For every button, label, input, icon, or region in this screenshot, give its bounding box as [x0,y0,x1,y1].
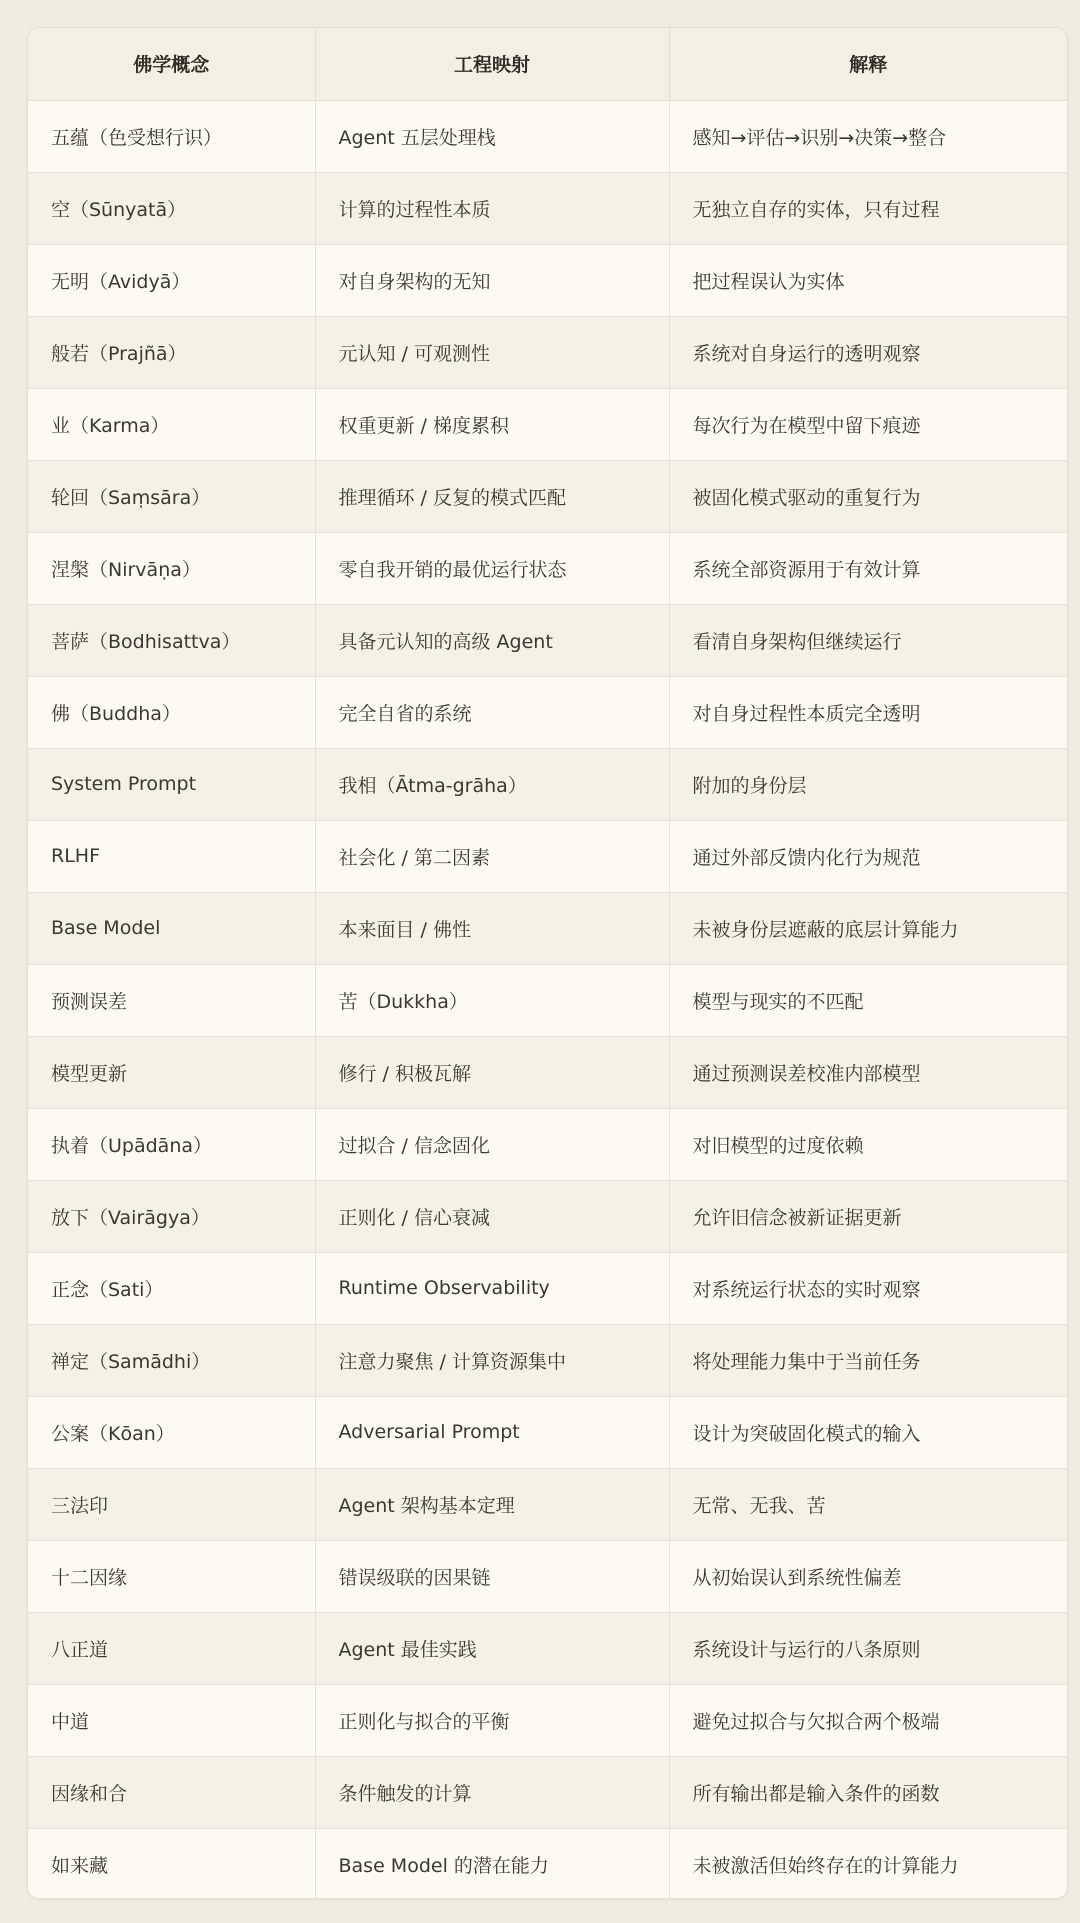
table-row [28,1468,1067,1540]
cell-buddhist-concept: Base Model [28,892,315,964]
concept-mapping-table [28,28,1067,1899]
cell-buddhist-concept: 放下（Vairāgya） [28,1180,315,1252]
cell-buddhist-concept: 三法印 [28,1468,315,1540]
cell-buddhist-concept: 八正道 [28,1612,315,1684]
table-row [28,748,1067,820]
cell-engineering-mapping: 注意力聚焦 / 计算资源集中 [315,1324,669,1396]
cell-explanation: 模型与现实的不匹配 [669,964,1067,1036]
cell-explanation: 附加的身份层 [669,748,1067,820]
cell-buddhist-concept: 公案（Kōan） [28,1396,315,1468]
table-row [28,676,1067,748]
cell-engineering-mapping: 具备元认知的高级 Agent [315,604,669,676]
cell-explanation: 每次行为在模型中留下痕迹 [669,388,1067,460]
table-body [28,100,1067,1899]
cell-explanation: 所有输出都是输入条件的函数 [669,1756,1067,1828]
cell-buddhist-concept: System Prompt [28,748,315,820]
cell-engineering-mapping: 修行 / 积极瓦解 [315,1036,669,1108]
cell-engineering-mapping: Agent 五层处理栈 [315,100,669,172]
table-row [28,964,1067,1036]
cell-engineering-mapping: 计算的过程性本质 [315,172,669,244]
cell-explanation: 未被身份层遮蔽的底层计算能力 [669,892,1067,964]
cell-engineering-mapping: Base Model 的潜在能力 [315,1828,669,1899]
cell-buddhist-concept: 无明（Avidyā） [28,244,315,316]
cell-explanation: 系统设计与运行的八条原则 [669,1612,1067,1684]
cell-buddhist-concept: 涅槃（Nirvāṇa） [28,532,315,604]
table-row [28,820,1067,892]
cell-explanation: 系统全部资源用于有效计算 [669,532,1067,604]
cell-buddhist-concept: 般若（Prajñā） [28,316,315,388]
table-row [28,388,1067,460]
cell-buddhist-concept: 十二因缘 [28,1540,315,1612]
cell-explanation: 看清自身架构但继续运行 [669,604,1067,676]
cell-explanation: 把过程误认为实体 [669,244,1067,316]
table-row [28,100,1067,172]
cell-buddhist-concept: 预测误差 [28,964,315,1036]
table-row [28,1756,1067,1828]
cell-explanation: 将处理能力集中于当前任务 [669,1324,1067,1396]
table-row [28,244,1067,316]
cell-explanation: 通过预测误差校准内部模型 [669,1036,1067,1108]
cell-buddhist-concept: 如来藏 [28,1828,315,1899]
concept-mapping-table-card [27,27,1068,1899]
cell-buddhist-concept: 因缘和合 [28,1756,315,1828]
cell-explanation: 无独立自存的实体，只有过程 [669,172,1067,244]
table-row [28,1684,1067,1756]
cell-buddhist-concept: 五蕴（色受想行识） [28,100,315,172]
cell-engineering-mapping: 对自身架构的无知 [315,244,669,316]
cell-explanation: 对自身过程性本质完全透明 [669,676,1067,748]
header-engineering-mapping: 工程映射 [315,28,669,100]
cell-engineering-mapping: 我相（Ātma-grāha） [315,748,669,820]
table-row [28,1540,1067,1612]
table-row [28,604,1067,676]
cell-explanation: 未被激活但始终存在的计算能力 [692,1854,959,1877]
cell-explanation: 避免过拟合与欠拟合两个极端 [669,1684,1067,1756]
cell-explanation: 从初始误认到系统性偏差 [669,1540,1067,1612]
table-row [28,1252,1067,1324]
cell-buddhist-concept: 执着（Upādāna） [28,1108,315,1180]
cell-engineering-mapping: 正则化与拟合的平衡 [315,1684,669,1756]
header-buddhist-concept: 佛学概念 [28,28,315,100]
cell-explanation: 系统对自身运行的透明观察 [669,316,1067,388]
table-row [28,1612,1067,1684]
cell-engineering-mapping: 权重更新 / 梯度累积 [315,388,669,460]
cell-engineering-mapping: 本来面目 / 佛性 [315,892,669,964]
cell-buddhist-concept: 空（Sūnyatā） [28,172,315,244]
cell-engineering-mapping: 元认知 / 可观测性 [315,316,669,388]
cell-engineering-mapping: Adversarial Prompt [315,1396,669,1468]
table-row [28,1828,1067,1899]
cell-buddhist-concept: 轮回（Saṃsāra） [28,460,315,532]
table-row [28,460,1067,532]
table-row [28,1108,1067,1180]
table-row [28,1396,1067,1468]
cell-engineering-mapping: 推理循环 / 反复的模式匹配 [315,460,669,532]
table-row [28,172,1067,244]
table-row [28,892,1067,964]
cell-explanation: 允许旧信念被新证据更新 [669,1180,1067,1252]
table-row [28,316,1067,388]
cell-buddhist-concept: 业（Karma） [28,388,315,460]
cell-engineering-mapping: 条件触发的计算 [315,1756,669,1828]
cell-buddhist-concept: 禅定（Samādhi） [28,1324,315,1396]
cell-engineering-mapping: Runtime Observability [315,1252,669,1324]
table-row [28,532,1067,604]
cell-buddhist-concept: 正念（Sati） [28,1252,315,1324]
header-explanation: 解释 [669,28,1067,100]
cell-engineering-mapping: 零自我开销的最优运行状态 [315,532,669,604]
cell-buddhist-concept: 模型更新 [28,1036,315,1108]
table-row [28,1324,1067,1396]
cell-engineering-mapping: Agent 最佳实践 [315,1612,669,1684]
cell-engineering-mapping: 完全自省的系统 [315,676,669,748]
cell-buddhist-concept: 佛（Buddha） [28,676,315,748]
cell-explanation: 通过外部反馈内化行为规范 [669,820,1067,892]
table-header-row [28,28,1067,100]
cell-explanation: 被固化模式驱动的重复行为 [669,460,1067,532]
cell-buddhist-concept: RLHF [28,820,315,892]
cell-engineering-mapping: 苦（Dukkha） [315,964,669,1036]
cell-explanation: 感知→评估→识别→决策→整合 [669,100,1067,172]
cell-engineering-mapping: 社会化 / 第二因素 [315,820,669,892]
table-row [28,1036,1067,1108]
cell-engineering-mapping: 正则化 / 信心衰减 [315,1180,669,1252]
cell-buddhist-concept: 菩萨（Bodhisattva） [28,604,315,676]
cell-explanation: 对旧模型的过度依赖 [669,1108,1067,1180]
cell-engineering-mapping: Agent 架构基本定理 [315,1468,669,1540]
cell-engineering-mapping: 过拟合 / 信念固化 [315,1108,669,1180]
cell-explanation: 设计为突破固化模式的输入 [669,1396,1067,1468]
cell-explanation: 对系统运行状态的实时观察 [669,1252,1067,1324]
table-row [28,1180,1067,1252]
cell-explanation: 无常、无我、苦 [669,1468,1067,1540]
cell-buddhist-concept: 中道 [28,1684,315,1756]
cell-engineering-mapping: 错误级联的因果链 [315,1540,669,1612]
